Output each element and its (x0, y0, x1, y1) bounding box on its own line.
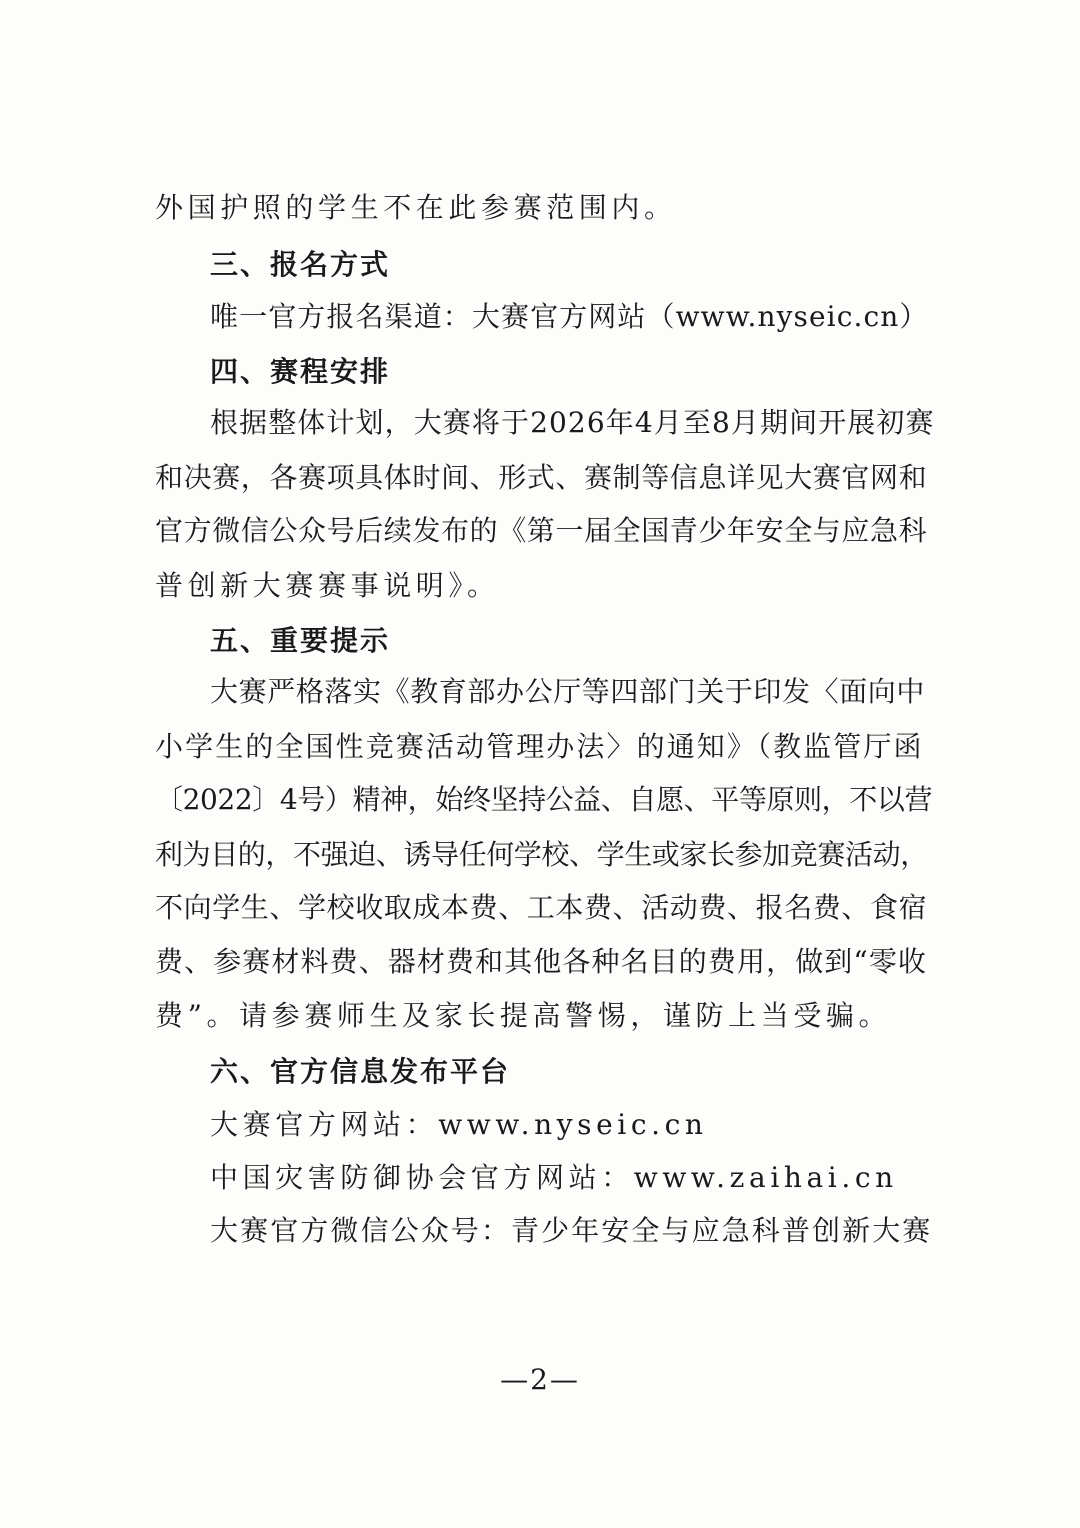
body-text-line: 外国护照的学生不在此参赛范围内。 (155, 191, 677, 224)
body-text-line: 官方微信公众号后续发布的《第一届全国青少年安全与应急科 (155, 514, 928, 547)
body-text-line: 利为目的，不强迫、诱导任何学校、学生或家长参加竞赛活动， (155, 838, 928, 871)
body-text-line: 不向学生、学校收取成本费、工本费、活动费、报名费、食宿 (155, 891, 928, 924)
body-text-line: 〔2022〕4号）精神，始终坚持公益、自愿、平等原则，不以营 (155, 783, 933, 816)
body-text-line: 大赛官方网站：www.nyseic.cn (210, 1108, 708, 1141)
body-text-line: 大赛严格落实《教育部办公厅等四部门关于印发〈面向中 (210, 675, 926, 708)
section-heading-platforms: 六、官方信息发布平台 (210, 1055, 511, 1088)
section-heading-schedule: 四、赛程安排 (210, 355, 391, 388)
section-heading-registration: 三、报名方式 (210, 248, 391, 281)
body-text-line: 根据整体计划，大赛将于2026年4月至8月期间开展初赛 (210, 406, 935, 439)
body-text-line: 费、参赛材料费、器材费和其他各种名目的费用，做到“零收 (155, 945, 928, 978)
body-text-line: 小学生的全国性竞赛活动管理办法〉的通知》（教监管厅函 (155, 730, 924, 763)
body-text-line: 普创新大赛赛事说明》。 (155, 569, 500, 602)
body-text-line: 中国灾害防御协会官方网站：www.zaihai.cn (210, 1161, 898, 1194)
body-text-line: 和决赛，各赛项具体时间、形式、赛制等信息详见大赛官网和 (155, 461, 928, 494)
body-text-line: 费”。请参赛师生及家长提高警惕，谨防上当受骗。 (155, 999, 892, 1032)
body-text-line: 唯一官方报名渠道：大赛官方网站（www.nyseic.cn） (210, 300, 929, 333)
section-heading-notice: 五、重要提示 (210, 624, 391, 657)
page-number: —2— (500, 1363, 580, 1396)
body-text-line: 大赛官方微信公众号：青少年安全与应急科普创新大赛 (210, 1214, 933, 1247)
